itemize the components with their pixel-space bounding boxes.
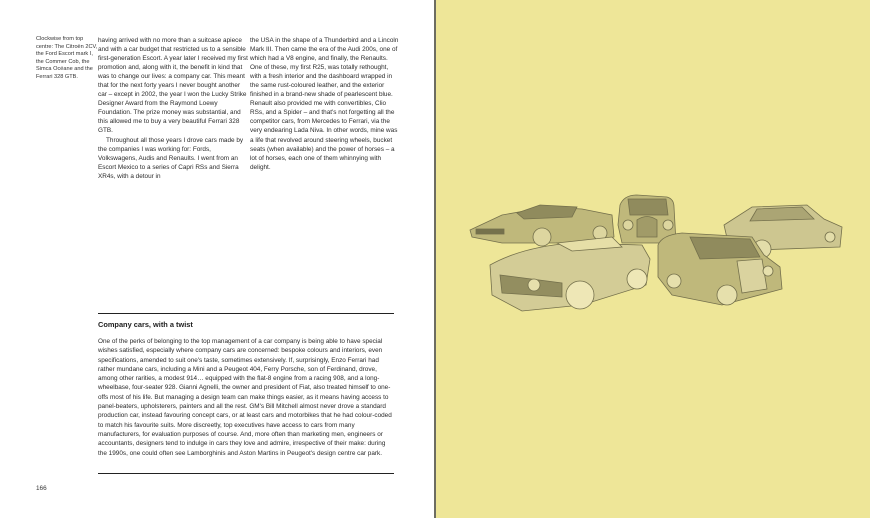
text-column-2 (250, 36, 400, 172)
image-caption: Clockwise from top centre: The Citroën 2CV, the Ford Escort mark I, the Commer Cob, the Simca Océane and the Ferrari 328 GTB. (36, 36, 98, 80)
paragraph: Throughout all those years I drove cars made by the companies I was working for: Fords, Volkswagens, Audis and Renaults. I went from an Escort Mexico to a series of Capri RSs and Sierra XR4s, with a detour in (98, 136, 244, 180)
car-oceane-icon (490, 237, 650, 311)
section-top-rule (98, 313, 394, 314)
left-page (0, 0, 434, 518)
paragraph: having arrived with no more than a suitcase apiece and with a car budget that restricted us to a sensible first-generation Escort. A year later I received my first promotion and, along with it, the benefit in kind that was to change our lives: a company car. This meant that for the next forty years I never bought another car – except in 2002, the year I won the Lucky Strike Designer Award from the Raymond Loewy Foundation. The prize money was substantial, and this allowed me to buy a very beautiful Ferrari 328 GTB. (98, 37, 248, 135)
text-column-1 (98, 36, 248, 181)
car-2cv-icon (618, 195, 676, 243)
page-number: 166 (36, 485, 47, 492)
section-body: One of the perks of belonging to the top management of a car company is being able to have special wishes satisfied, especially where company cars are concerned: bespoke colours and interiors, even specifications, amended to suit one's taste, sometimes extensively. If, surprisingly, Enzo Ferrari had rather mundane cars, including a Mini and a Peugeot 404, Ferry Porsche, son of Ferdinand, drove, among other rarities, a modest 914… equipped with the flat-8 engine from a racing 908, and a long-wheelbase, four-seater 928. Gianni Agnelli, the owner and president of Fiat, also treated himself to one-offs most of his life. But managing a design team can make things easier, as it means having access to panel-beaters, upholsterers, painters and all the rest. GM's Bill Mitchell almost never drove a standard production car, instead favouring concept cars, or at least cars and motorbikes that he had colour-coded to match his favourite suits. More discreetly, top executives have access to cars from many manufacturers, for evaluation purposes of course. And, more often than marketing men, engineers or accountants, designers tend to indulge in cars they love and admire, irrespective of their make: during the 1990s, one could often see Lamborghinis and Aston Martins in Peugeot's design centre car park. (98, 338, 392, 457)
section-heading: Company cars, with a twist (98, 320, 193, 329)
cars-illustration (462, 185, 862, 325)
paragraph: the USA in the shape of a Thunderbird and a Lincoln Mark III. Then came the era of the Audi 200s, one of which had a V8 engine, and finally, the Renaults. One of these, my first R25, was totally rethought, with a fresh interior and the dashboard wrapped in the same rust-coloured leather, and the exterior finished in a brand-new shade of pearlescent blue. Renault also provided me with convertibles, Clio RSs, and a Spider – and that's not forgetting all the competitor cars, from Mercedes to Ferrari, via the very endearing Lada Niva. In other words, mine was a life that revolved around steering wheels, bucket seats (when available) and the power of horses – a lot of horses, each one of them whinnying with delight. (250, 37, 399, 171)
section-bottom-rule (98, 473, 394, 474)
